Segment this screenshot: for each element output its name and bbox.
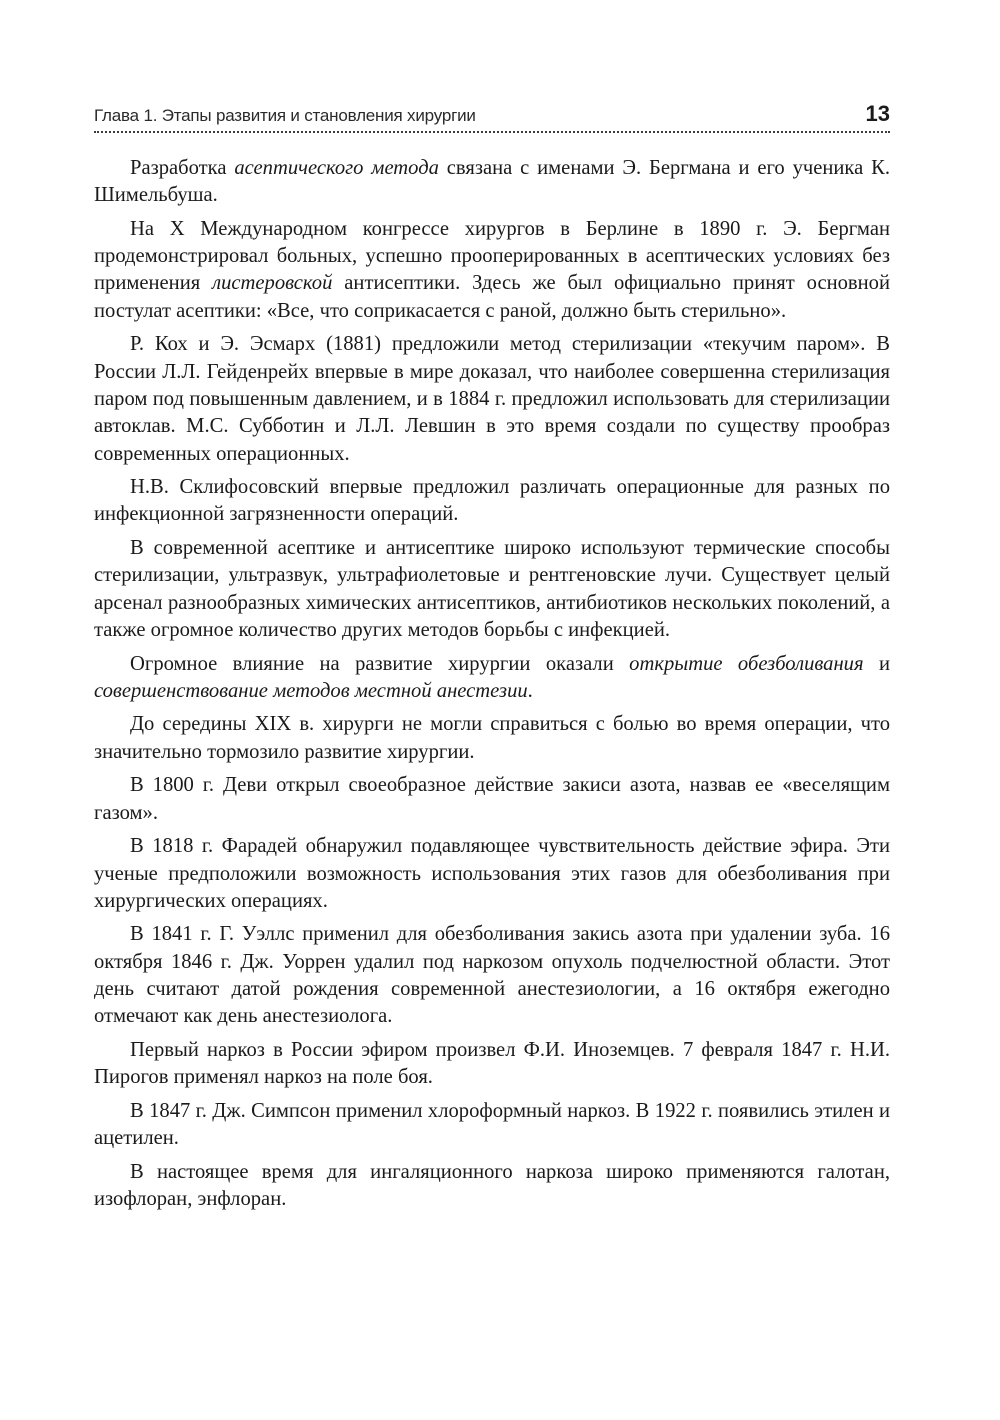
paragraph-berlin-congress: [94, 216, 890, 325]
body-text: [94, 155, 890, 1213]
paragraph-aseptic-method: [94, 155, 890, 210]
paragraph-text: связана с именами Э. Бергмана и его ученика К. Шимельбуша.: [94, 157, 890, 207]
paragraph-text: Огромное влияние на развитие хирургии оказали: [130, 652, 630, 675]
chapter-title: Глава 1. Этапы развития и становления хирургии: [94, 106, 476, 125]
emphasis-text: листеровской: [212, 272, 333, 295]
paragraph-text: .: [527, 679, 533, 702]
paragraph-text: Разработка: [130, 157, 235, 179]
paragraph-anesthesia-influence: [94, 651, 890, 706]
paragraph-text: и: [863, 652, 891, 675]
paragraph-pain-xix-century: До середины XIX в. хирурги не могли справиться с болью во время операции, что значительно тормозило развитие хирургии.: [94, 713, 890, 763]
paragraph-sklifosovsky: Н.В. Склифосовский впервые предложил различать операционные для разных по инфекционной загрязненности операций.: [94, 476, 890, 526]
paragraph-wells-warren: В 1841 г. Г. Уэллс применил для обезболивания закись азота при удалении зуба. 16 октября 1846 г. Дж. Уоррен удалил под наркозом опухоль подчелюстной области. Этот день считают датой рождения современной анестезиологии, а 16 октября ежегодно отмечают как день анестезиолога.: [94, 923, 890, 1028]
running-header: [94, 96, 890, 128]
emphasis-text: открытие обезболивания: [629, 652, 864, 675]
paragraph-simpson: В 1847 г. Дж. Симпсон применил хлороформный наркоз. В 1922 г. появились этилен и ацетилен.: [94, 1099, 890, 1150]
emphasis-text: совершенствование методов местной анестезии: [94, 679, 528, 702]
book-page: [94, 96, 890, 1220]
paragraph-faraday: В 1818 г. Фарадей обнаружил подавляющее чувствительность действие эфира. Эти ученые предположили возможность использования этих газов для обезболивания при хирургических операциях.: [94, 835, 890, 912]
paragraph-davy: В 1800 г. Деви открыл своеобразное действие закиси азота, назвав ее «веселящим газом».: [94, 774, 890, 824]
paragraph-inhalation-anesthesia: В настоящее время для ингаляционного наркоза широко применяются галотан, изофлоран, энфлоран.: [94, 1160, 890, 1210]
paragraph-text: На X Международном конгрессе хирургов в Берлине в 1890 г. Э. Бергман продемонстрировал больных, успешно прооперированных в асептических условиях без применения: [94, 217, 890, 295]
paragraph-modern-asepsis: В современной асептике и антисептике широко используют термические способы стерилизации, ультразвук, ультрафиолетовые и рентгеновские лучи. Существует целый арсенал разнообразных химических антисептиков, антибиотиков нескольких поколений, а также огромное количество других методов борьбы с инфекцией.: [94, 537, 890, 641]
emphasis-text: асептического метода: [234, 157, 439, 179]
paragraph-inozemtsev-pirogov: Первый наркоз в России эфиром произвел Ф.И. Иноземцев. 7 февраля 1847 г. Н.И. Пирогов применял наркоз на поле боя.: [94, 1038, 890, 1089]
paragraph-text: антисептики. Здесь же был официально принят основной постулат асептики: «Все, что соприкасается с раной, должно быть стерильно».: [94, 272, 890, 322]
page-number: 13: [865, 101, 890, 126]
header-dotted-rule: [94, 131, 890, 133]
paragraph-steam-sterilization: Р. Кох и Э. Эсмарх (1881) предложили метод стерилизации «текучим паром». В России Л.Л. Гейденрейх впервые в мире доказал, что наиболее совершенна стерилизация паром под повышенным давлением, и в 1884 г. предложил использовать для стерилизации автоклав. М.С. Субботин и Л.Л. Левшин в это время создали по существу прообраз современных операционных.: [94, 333, 890, 465]
